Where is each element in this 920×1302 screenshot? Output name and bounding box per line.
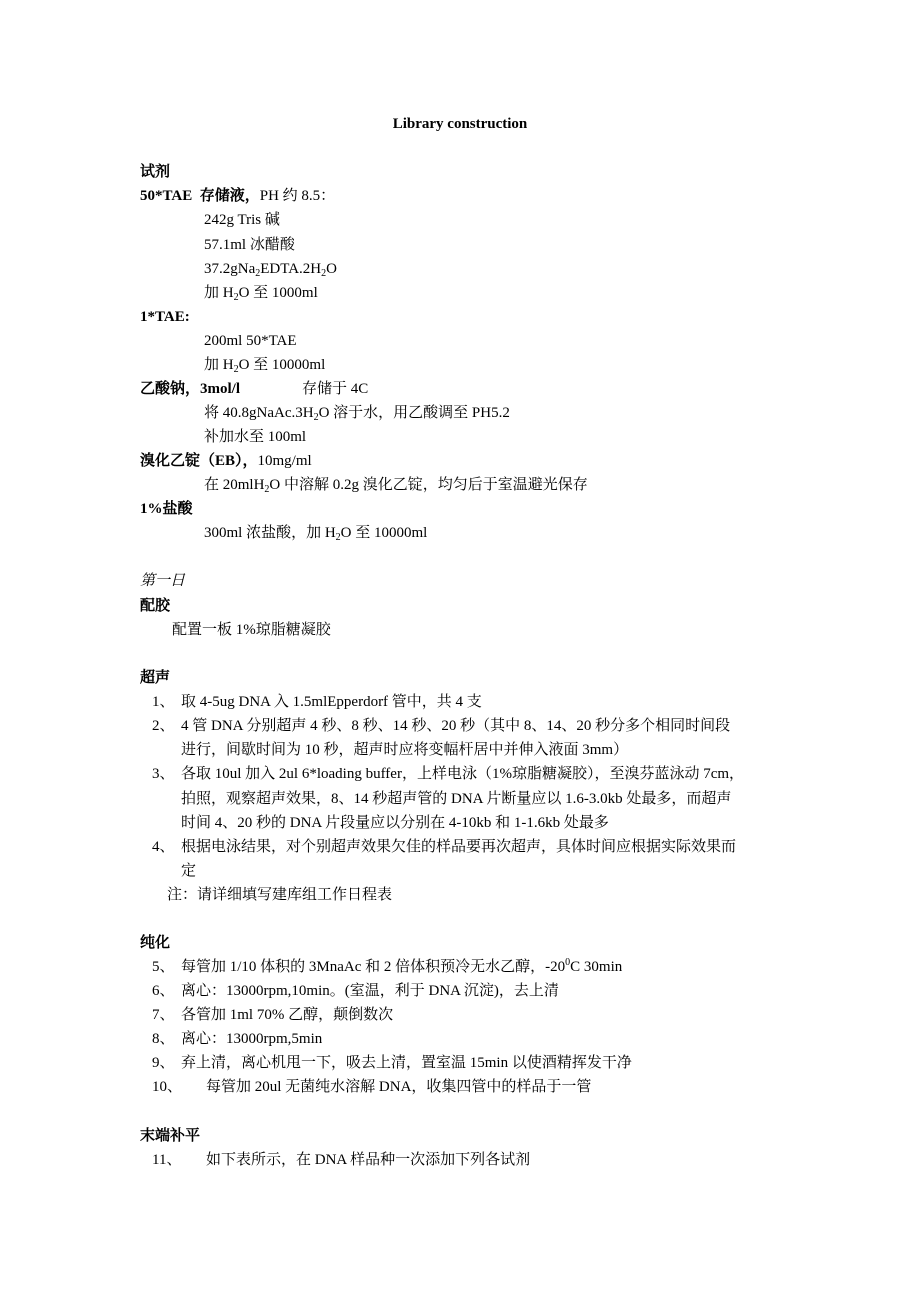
step-2-text-2: 进行，间歇时间为 10 秒，超声时应将变幅杆居中并伸入液面 3mm） (181, 742, 629, 758)
step-6-number: 6、 (152, 983, 175, 999)
tae1-label: 1*TAE: (140, 309, 190, 325)
step-8-number: 8、 (152, 1031, 175, 1047)
tae50-line-1: 242g Tris 碱 (204, 212, 280, 228)
step-2-text-1: 4 管 DNA 分别超声 4 秒、8 秒、14 秒、20 秒（其中 8、14、20 秒分多个相同时间段 (181, 718, 731, 734)
reagents-heading: 试剂 (140, 164, 171, 180)
step-4-text-2: 定 (181, 863, 197, 879)
eb-line-1: 在 20mlH$_2$O 中溶解 0.2g 溴化乙锭，均匀后于室温避光保存 (204, 477, 588, 495)
eb-label: 溴化乙锭（EB），10mg/ml (140, 453, 312, 469)
day1-heading: 第一日 (140, 573, 186, 589)
step-9-number: 9、 (152, 1055, 175, 1071)
gel-line-1: 配置一板 1%琼脂糖凝胶 (172, 622, 331, 638)
naac-line-1: 将 $40.8gNaAc.3H_2O$ 溶于水，用乙酸调至 PH5.2 (204, 405, 510, 423)
document-title: Library construction (392, 116, 528, 132)
gel-heading: 配胶 (140, 598, 171, 614)
step-11-number: 11、 (152, 1152, 182, 1168)
step-10-number: 10、 (152, 1079, 183, 1095)
naac-storage: 存储于 4C (302, 381, 369, 397)
tae1-line-1: 200ml 50*TAE (204, 333, 297, 349)
step-9-text: 弃上清，离心机甩一下，吸去上清，置室温 15min 以使酒精挥发干净 (181, 1055, 632, 1071)
step-7-number: 7、 (152, 1007, 175, 1023)
step-1-text: 取 4-5ug DNA 入 1.5mlEpperdorf 管中，共 4 支 (181, 694, 482, 710)
sonication-note: 注：请详细填写建库组工作日程表 (167, 887, 393, 903)
step-2-number: 2、 (152, 718, 175, 734)
step-3-text-2: 拍照，观察超声效果，8、14 秒超声管的 DNA 片断量应以 1.6-3.0kb 处最多，而超声 (181, 791, 732, 807)
step-1-number: 1、 (152, 694, 175, 710)
naac-line-2: 补加水至 100ml (204, 429, 307, 445)
step-6-text: 离心：13000rpm,10min。(室温，利于 DNA 沉淀)，去上清 (181, 983, 559, 999)
step-7-text: 各管加 1ml 70% 乙醇，颠倒数次 (181, 1007, 394, 1023)
tae1-line-2: 加 $H_2O$ 至 10000ml (204, 357, 326, 375)
step-5-text: 每管加 1/10 体积的 3MnaAc 和 2 倍体积预冷无水乙醇，$-20^0C$ 30min (181, 957, 623, 975)
step-10-text: 每管加 20ul 无菌纯水溶解 DNA，收集四管中的样品于一管 (206, 1079, 592, 1095)
sonication-heading: 超声 (140, 670, 171, 686)
purification-heading: 纯化 (140, 935, 171, 951)
tae50-line-2: 57.1ml 冰醋酸 (204, 237, 295, 253)
tae50-line-4: 加 $H_2O$ 至 1000ml (204, 285, 318, 303)
hcl-label: 1%盐酸 (140, 501, 193, 517)
hcl-line-1: 300ml 浓盐酸，加 $H_2O$ 至 10000ml (204, 525, 428, 543)
endrepair-heading: 末端补平 (140, 1128, 201, 1144)
step-5-number: 5、 (152, 959, 175, 975)
tae50-label: 50*TAE 存储液，PH 约 8.5： (140, 188, 336, 204)
step-4-text-1: 根据电泳结果，对个别超声效果欠佳的样品要再次超声，具体时间应根据实际效果而 (181, 839, 737, 855)
step-3-number: 3、 (152, 766, 175, 782)
naac-label: 乙酸钠，3mol/l (140, 381, 240, 397)
step-3-text-3: 时间 4、20 秒的 DNA 片段量应以分别在 4-10kb 和 1-1.6kb 处最多 (181, 815, 609, 831)
step-11-text: 如下表所示，在 DNA 样品种一次添加下列各试剂 (206, 1152, 531, 1168)
step-4-number: 4、 (152, 839, 175, 855)
tae50-line-3: $37.2gNa_2EDTA.2H_2O$ (204, 261, 337, 279)
step-3-text-1: 各取 10ul 加入 2ul 6*loading buffer，上样电泳（1%琼脂糖凝胶），至溴芬蓝泳动 7cm， (181, 766, 745, 782)
step-8-text: 离心：13000rpm,5min (181, 1031, 323, 1047)
